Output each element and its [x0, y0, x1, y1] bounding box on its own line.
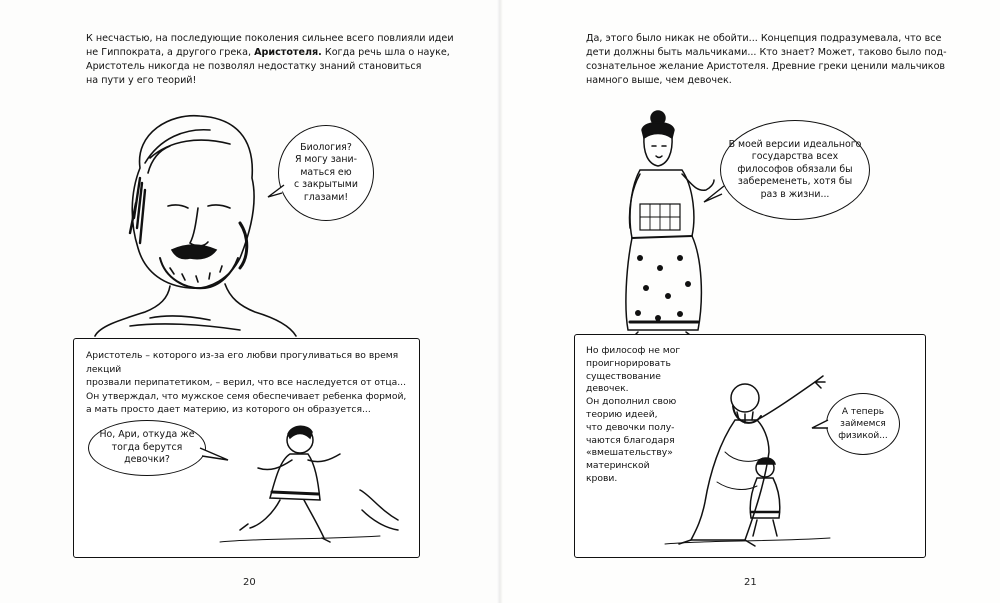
aristotle-name: Аристотеля.: [254, 47, 322, 58]
right-page-number: 21: [744, 577, 757, 588]
greek-woman-illustration: [610, 108, 730, 340]
aristotle-bust-illustration: [90, 108, 320, 338]
bust-speech-bubble: Биология? Я могу зани- маться ею с закрытыми глазами!: [278, 125, 374, 221]
book-gutter: [497, 0, 503, 603]
right-intro-caption: Да, этого было никак не обойти... Концепция подразумевала, что все дети должны быть мальчиками... Кто знает? Может, таково было под- сознательное желание Аристотеля. Древние греки ценили мальчиков намного выше, чем девочек.: [586, 33, 947, 86]
child-speech-bubble: Но, Ари, откуда же тогда берутся девочки?: [88, 420, 206, 476]
old-man-speech-bubble: А теперь займемся физикой...: [826, 393, 900, 455]
left-panel-caption: Аристотель – которого из-за его любви прогуливаться во время лекций прозвали перипатетиком, – верил, что все наследуется от отца... Он утверждал, что мужское семя обеспечивает ребенка формой, а мать просто дает материю, из которого он образуется...: [86, 350, 407, 415]
left-intro-caption: К несчастью, на последующие поколения сильнее всего повлияли идеи не Гиппократа, а другого грека, Аристотеля. Когда речь шла о науке, Аристотель никогда не позволял недостатку знаний становиться на пути у его теорий!: [86, 33, 454, 86]
bust-bubble-tail: [268, 185, 288, 199]
woman-speech-bubble: В моей версии идеального государства всех философов обязали бы забеременеть, хотя бы раз в жизни...: [720, 120, 870, 220]
aristotle-walking-illustration: [665, 372, 830, 547]
right-panel-caption: Но философ не мог проигнорировать существование девочек. Он дополнил свою теорию идеей, что девочки полу- чаются благодаря «вмешательству» материнской крови.: [586, 345, 681, 484]
old-man-bubble-tail: [812, 420, 830, 432]
left-page-number: 20: [243, 577, 256, 588]
woman-bubble-tail: [704, 186, 726, 204]
running-child-illustration: [200, 420, 400, 550]
